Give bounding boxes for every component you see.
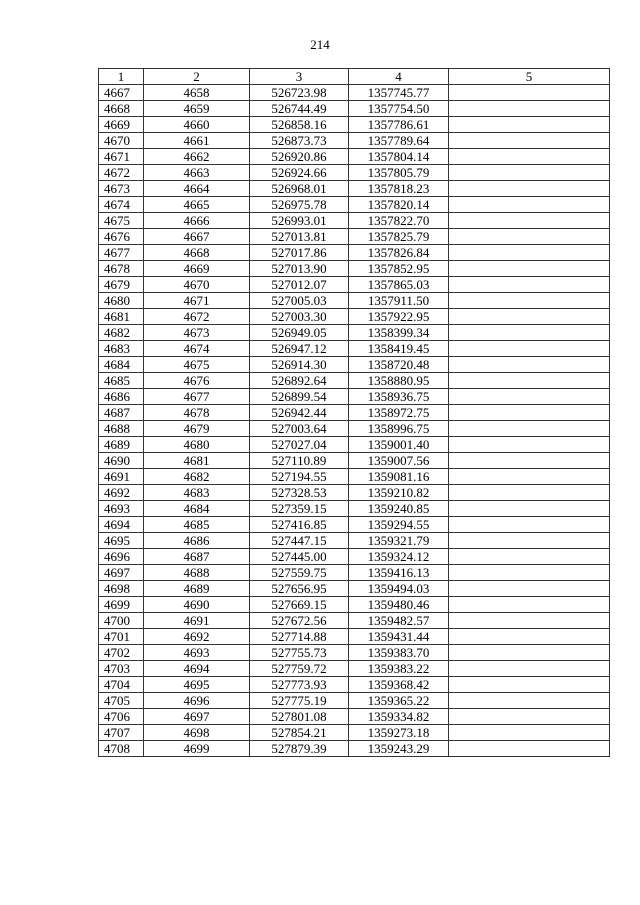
column-header: 1 (99, 69, 144, 85)
table-cell: 4682 (144, 469, 250, 485)
table-cell (449, 709, 610, 725)
table-cell: 1359494.03 (349, 581, 449, 597)
table-cell (449, 293, 610, 309)
table-cell: 4673 (144, 325, 250, 341)
table-row (99, 149, 610, 165)
table-cell: 527012.07 (250, 277, 349, 293)
table-cell: 4684 (144, 501, 250, 517)
table-cell (449, 565, 610, 581)
table-cell: 4678 (99, 261, 144, 277)
table-cell (449, 581, 610, 597)
table-cell (449, 197, 610, 213)
table-cell: 526892.64 (250, 373, 349, 389)
table-row (99, 389, 610, 405)
table-row (99, 709, 610, 725)
table-cell: 1358972.75 (349, 405, 449, 421)
table-cell: 1357826.84 (349, 245, 449, 261)
table-cell: 4699 (144, 741, 250, 757)
table-cell: 4689 (144, 581, 250, 597)
table-cell: 1358936.75 (349, 389, 449, 405)
table-cell: 1357786.61 (349, 117, 449, 133)
table-cell: 4694 (99, 517, 144, 533)
table-cell: 1359210.82 (349, 485, 449, 501)
table-row (99, 549, 610, 565)
table-cell: 4674 (99, 197, 144, 213)
table-cell (449, 469, 610, 485)
table-cell: 4671 (99, 149, 144, 165)
column-header: 3 (250, 69, 349, 85)
table-cell: 4670 (144, 277, 250, 293)
table-cell: 4705 (99, 693, 144, 709)
table-row (99, 645, 610, 661)
table-cell: 4672 (144, 309, 250, 325)
table-row (99, 501, 610, 517)
table-cell: 4691 (144, 613, 250, 629)
table-cell (449, 613, 610, 629)
table-cell (449, 373, 610, 389)
table-cell: 1357922.95 (349, 309, 449, 325)
table-cell (449, 133, 610, 149)
table-cell: 4676 (99, 229, 144, 245)
table-cell (449, 645, 610, 661)
table-cell: 4677 (144, 389, 250, 405)
table-cell: 4682 (99, 325, 144, 341)
table-cell: 1359383.70 (349, 645, 449, 661)
table-row (99, 405, 610, 421)
table-row (99, 277, 610, 293)
table-header-row (99, 69, 610, 85)
table-cell: 526873.73 (250, 133, 349, 149)
table-cell: 526975.78 (250, 197, 349, 213)
table-row (99, 741, 610, 757)
table-cell: 1359273.18 (349, 725, 449, 741)
table-cell: 4707 (99, 725, 144, 741)
table-cell: 4665 (144, 197, 250, 213)
table-cell: 1359321.79 (349, 533, 449, 549)
table-cell: 4689 (99, 437, 144, 453)
table-cell: 4691 (99, 469, 144, 485)
table-cell (449, 245, 610, 261)
table-cell: 4658 (144, 85, 250, 101)
table-cell: 4700 (99, 613, 144, 629)
table-cell (449, 117, 610, 133)
table-cell: 527003.64 (250, 421, 349, 437)
table-cell: 1357789.64 (349, 133, 449, 149)
table-cell (449, 421, 610, 437)
table-cell (449, 325, 610, 341)
table-cell: 1357820.14 (349, 197, 449, 213)
table-cell: 526920.86 (250, 149, 349, 165)
table-row (99, 133, 610, 149)
table-cell: 527759.72 (250, 661, 349, 677)
table-cell: 4668 (99, 101, 144, 117)
table-cell: 4662 (144, 149, 250, 165)
table-row (99, 197, 610, 213)
table-cell: 4674 (144, 341, 250, 357)
table-cell (449, 453, 610, 469)
table-row (99, 613, 610, 629)
table-cell: 526968.01 (250, 181, 349, 197)
table-cell: 4690 (99, 453, 144, 469)
table-cell (449, 357, 610, 373)
table-cell: 1357822.70 (349, 213, 449, 229)
table-cell: 4666 (144, 213, 250, 229)
table-cell (449, 549, 610, 565)
table-cell: 4680 (144, 437, 250, 453)
table-row (99, 725, 610, 741)
table-cell: 527445.00 (250, 549, 349, 565)
table-cell: 4690 (144, 597, 250, 613)
table-cell (449, 405, 610, 421)
table-cell: 527773.93 (250, 677, 349, 693)
table-cell: 527328.53 (250, 485, 349, 501)
table-cell: 526914.30 (250, 357, 349, 373)
table-cell: 1359001.40 (349, 437, 449, 453)
table-cell: 4702 (99, 645, 144, 661)
table-cell: 4687 (99, 405, 144, 421)
table-cell: 526899.54 (250, 389, 349, 405)
table-row (99, 181, 610, 197)
table-row (99, 213, 610, 229)
table-cell: 527359.15 (250, 501, 349, 517)
table-cell: 527416.85 (250, 517, 349, 533)
table-cell (449, 309, 610, 325)
table-cell: 527755.73 (250, 645, 349, 661)
table-cell: 527003.30 (250, 309, 349, 325)
table-cell: 4708 (99, 741, 144, 757)
table-row (99, 245, 610, 261)
table-cell: 1359243.29 (349, 741, 449, 757)
table-row (99, 309, 610, 325)
table-cell: 1359007.56 (349, 453, 449, 469)
page-number: 214 (310, 37, 330, 52)
table-cell: 527801.08 (250, 709, 349, 725)
table-cell: 527669.15 (250, 597, 349, 613)
table-cell (449, 629, 610, 645)
table-cell: 527005.03 (250, 293, 349, 309)
table-cell: 4684 (99, 357, 144, 373)
table-cell: 1359240.85 (349, 501, 449, 517)
table-cell: 527013.90 (250, 261, 349, 277)
table-cell: 527879.39 (250, 741, 349, 757)
table-cell: 1357804.14 (349, 149, 449, 165)
table-cell: 527559.75 (250, 565, 349, 581)
table-body (99, 85, 610, 757)
table-row (99, 517, 610, 533)
table-row (99, 229, 610, 245)
table-cell: 1359416.13 (349, 565, 449, 581)
column-header: 4 (349, 69, 449, 85)
table-cell: 4686 (144, 533, 250, 549)
table-cell: 4694 (144, 661, 250, 677)
table-row (99, 485, 610, 501)
column-header: 2 (144, 69, 250, 85)
table-cell: 4669 (99, 117, 144, 133)
table-cell: 4675 (144, 357, 250, 373)
table-cell: 4693 (144, 645, 250, 661)
table-row (99, 453, 610, 469)
table-cell: 4673 (99, 181, 144, 197)
table-row (99, 117, 610, 133)
table-cell: 4664 (144, 181, 250, 197)
table-row (99, 421, 610, 437)
table-cell: 1357825.79 (349, 229, 449, 245)
table-cell: 4679 (144, 421, 250, 437)
table-cell: 4667 (144, 229, 250, 245)
table-cell: 4679 (99, 277, 144, 293)
table-cell: 4703 (99, 661, 144, 677)
table-cell: 4668 (144, 245, 250, 261)
table-cell: 1358880.95 (349, 373, 449, 389)
table-cell (449, 165, 610, 181)
table-cell: 4695 (144, 677, 250, 693)
table-row (99, 581, 610, 597)
table-cell: 526993.01 (250, 213, 349, 229)
table-cell: 1359365.22 (349, 693, 449, 709)
table-row (99, 597, 610, 613)
table-cell (449, 677, 610, 693)
table-cell: 4696 (99, 549, 144, 565)
table-cell: 527714.88 (250, 629, 349, 645)
table-cell: 526947.12 (250, 341, 349, 357)
table-cell: 4697 (99, 565, 144, 581)
table-cell: 4669 (144, 261, 250, 277)
table-cell: 4695 (99, 533, 144, 549)
table-row (99, 325, 610, 341)
table-cell: 1358419.45 (349, 341, 449, 357)
table-cell: 526858.16 (250, 117, 349, 133)
table-cell: 1357852.95 (349, 261, 449, 277)
table-cell: 1357754.50 (349, 101, 449, 117)
table-cell: 1359324.12 (349, 549, 449, 565)
table-cell: 4701 (99, 629, 144, 645)
table-cell: 4693 (99, 501, 144, 517)
table-row (99, 469, 610, 485)
table-cell: 4686 (99, 389, 144, 405)
table-row (99, 85, 610, 101)
table-cell: 1357911.50 (349, 293, 449, 309)
table-cell: 4696 (144, 693, 250, 709)
coordinates-table (98, 68, 610, 757)
table-cell: 4677 (99, 245, 144, 261)
table-cell: 4692 (144, 629, 250, 645)
table-cell: 527672.56 (250, 613, 349, 629)
table-cell (449, 741, 610, 757)
table-cell: 1359482.57 (349, 613, 449, 629)
table-cell: 1358996.75 (349, 421, 449, 437)
table-cell: 526924.66 (250, 165, 349, 181)
table-cell (449, 101, 610, 117)
table-cell: 526723.98 (250, 85, 349, 101)
table-cell: 1359480.46 (349, 597, 449, 613)
table-row (99, 693, 610, 709)
table-cell: 4685 (99, 373, 144, 389)
table-cell: 527656.95 (250, 581, 349, 597)
table-cell: 1359294.55 (349, 517, 449, 533)
table-cell: 4683 (99, 341, 144, 357)
table-cell: 526744.49 (250, 101, 349, 117)
table-cell: 4698 (99, 581, 144, 597)
table-cell: 4688 (144, 565, 250, 581)
table-cell: 4692 (99, 485, 144, 501)
table-cell (449, 261, 610, 277)
table-cell: 1359383.22 (349, 661, 449, 677)
table-cell: 4704 (99, 677, 144, 693)
table-cell: 4706 (99, 709, 144, 725)
table-cell (449, 517, 610, 533)
table-row (99, 293, 610, 309)
table-cell (449, 389, 610, 405)
column-header: 5 (449, 69, 610, 85)
table-cell: 4667 (99, 85, 144, 101)
table-cell (449, 485, 610, 501)
table-row (99, 677, 610, 693)
table-cell: 4697 (144, 709, 250, 725)
table-cell: 4676 (144, 373, 250, 389)
table-cell (449, 149, 610, 165)
table-cell: 527110.89 (250, 453, 349, 469)
table-row (99, 565, 610, 581)
table-cell: 4681 (144, 453, 250, 469)
table-row (99, 437, 610, 453)
table-row (99, 261, 610, 277)
table-row (99, 373, 610, 389)
table-cell: 4663 (144, 165, 250, 181)
table-cell (449, 181, 610, 197)
table-cell: 527775.19 (250, 693, 349, 709)
table-cell: 4672 (99, 165, 144, 181)
table-row (99, 357, 610, 373)
table-cell (449, 277, 610, 293)
table-cell: 526949.05 (250, 325, 349, 341)
table-row (99, 101, 610, 117)
table-cell: 1359334.82 (349, 709, 449, 725)
table-cell (449, 725, 610, 741)
table-cell: 4675 (99, 213, 144, 229)
table-cell (449, 213, 610, 229)
table-cell (449, 661, 610, 677)
table-cell: 4681 (99, 309, 144, 325)
table-cell: 4678 (144, 405, 250, 421)
table-cell (449, 501, 610, 517)
table-cell: 1357805.79 (349, 165, 449, 181)
table-cell: 527854.21 (250, 725, 349, 741)
table-cell: 1359431.44 (349, 629, 449, 645)
table-cell (449, 229, 610, 245)
table-cell: 1357745.77 (349, 85, 449, 101)
table-cell: 4685 (144, 517, 250, 533)
table-cell: 1358720.48 (349, 357, 449, 373)
table-row (99, 533, 610, 549)
table-cell (449, 341, 610, 357)
table-cell: 4698 (144, 725, 250, 741)
table-row (99, 165, 610, 181)
table-cell (449, 437, 610, 453)
table-cell: 527013.81 (250, 229, 349, 245)
table-row (99, 661, 610, 677)
table-cell (449, 693, 610, 709)
table-cell: 1357818.23 (349, 181, 449, 197)
table-cell: 1359368.42 (349, 677, 449, 693)
table-cell: 1359081.16 (349, 469, 449, 485)
table-cell (449, 597, 610, 613)
table-cell: 527194.55 (250, 469, 349, 485)
table-cell: 527447.15 (250, 533, 349, 549)
table-cell: 4688 (99, 421, 144, 437)
table-cell: 4687 (144, 549, 250, 565)
table-cell: 1358399.34 (349, 325, 449, 341)
table-cell: 4671 (144, 293, 250, 309)
table-cell: 527027.04 (250, 437, 349, 453)
table-cell: 1357865.03 (349, 277, 449, 293)
table-cell: 4699 (99, 597, 144, 613)
table-cell: 4683 (144, 485, 250, 501)
table-row (99, 629, 610, 645)
table-cell: 4680 (99, 293, 144, 309)
table-cell (449, 533, 610, 549)
table-cell: 4659 (144, 101, 250, 117)
table-cell: 527017.86 (250, 245, 349, 261)
table-cell (449, 85, 610, 101)
table-cell: 4670 (99, 133, 144, 149)
table-cell: 526942.44 (250, 405, 349, 421)
table-cell: 4660 (144, 117, 250, 133)
table-row (99, 341, 610, 357)
table-cell: 4661 (144, 133, 250, 149)
